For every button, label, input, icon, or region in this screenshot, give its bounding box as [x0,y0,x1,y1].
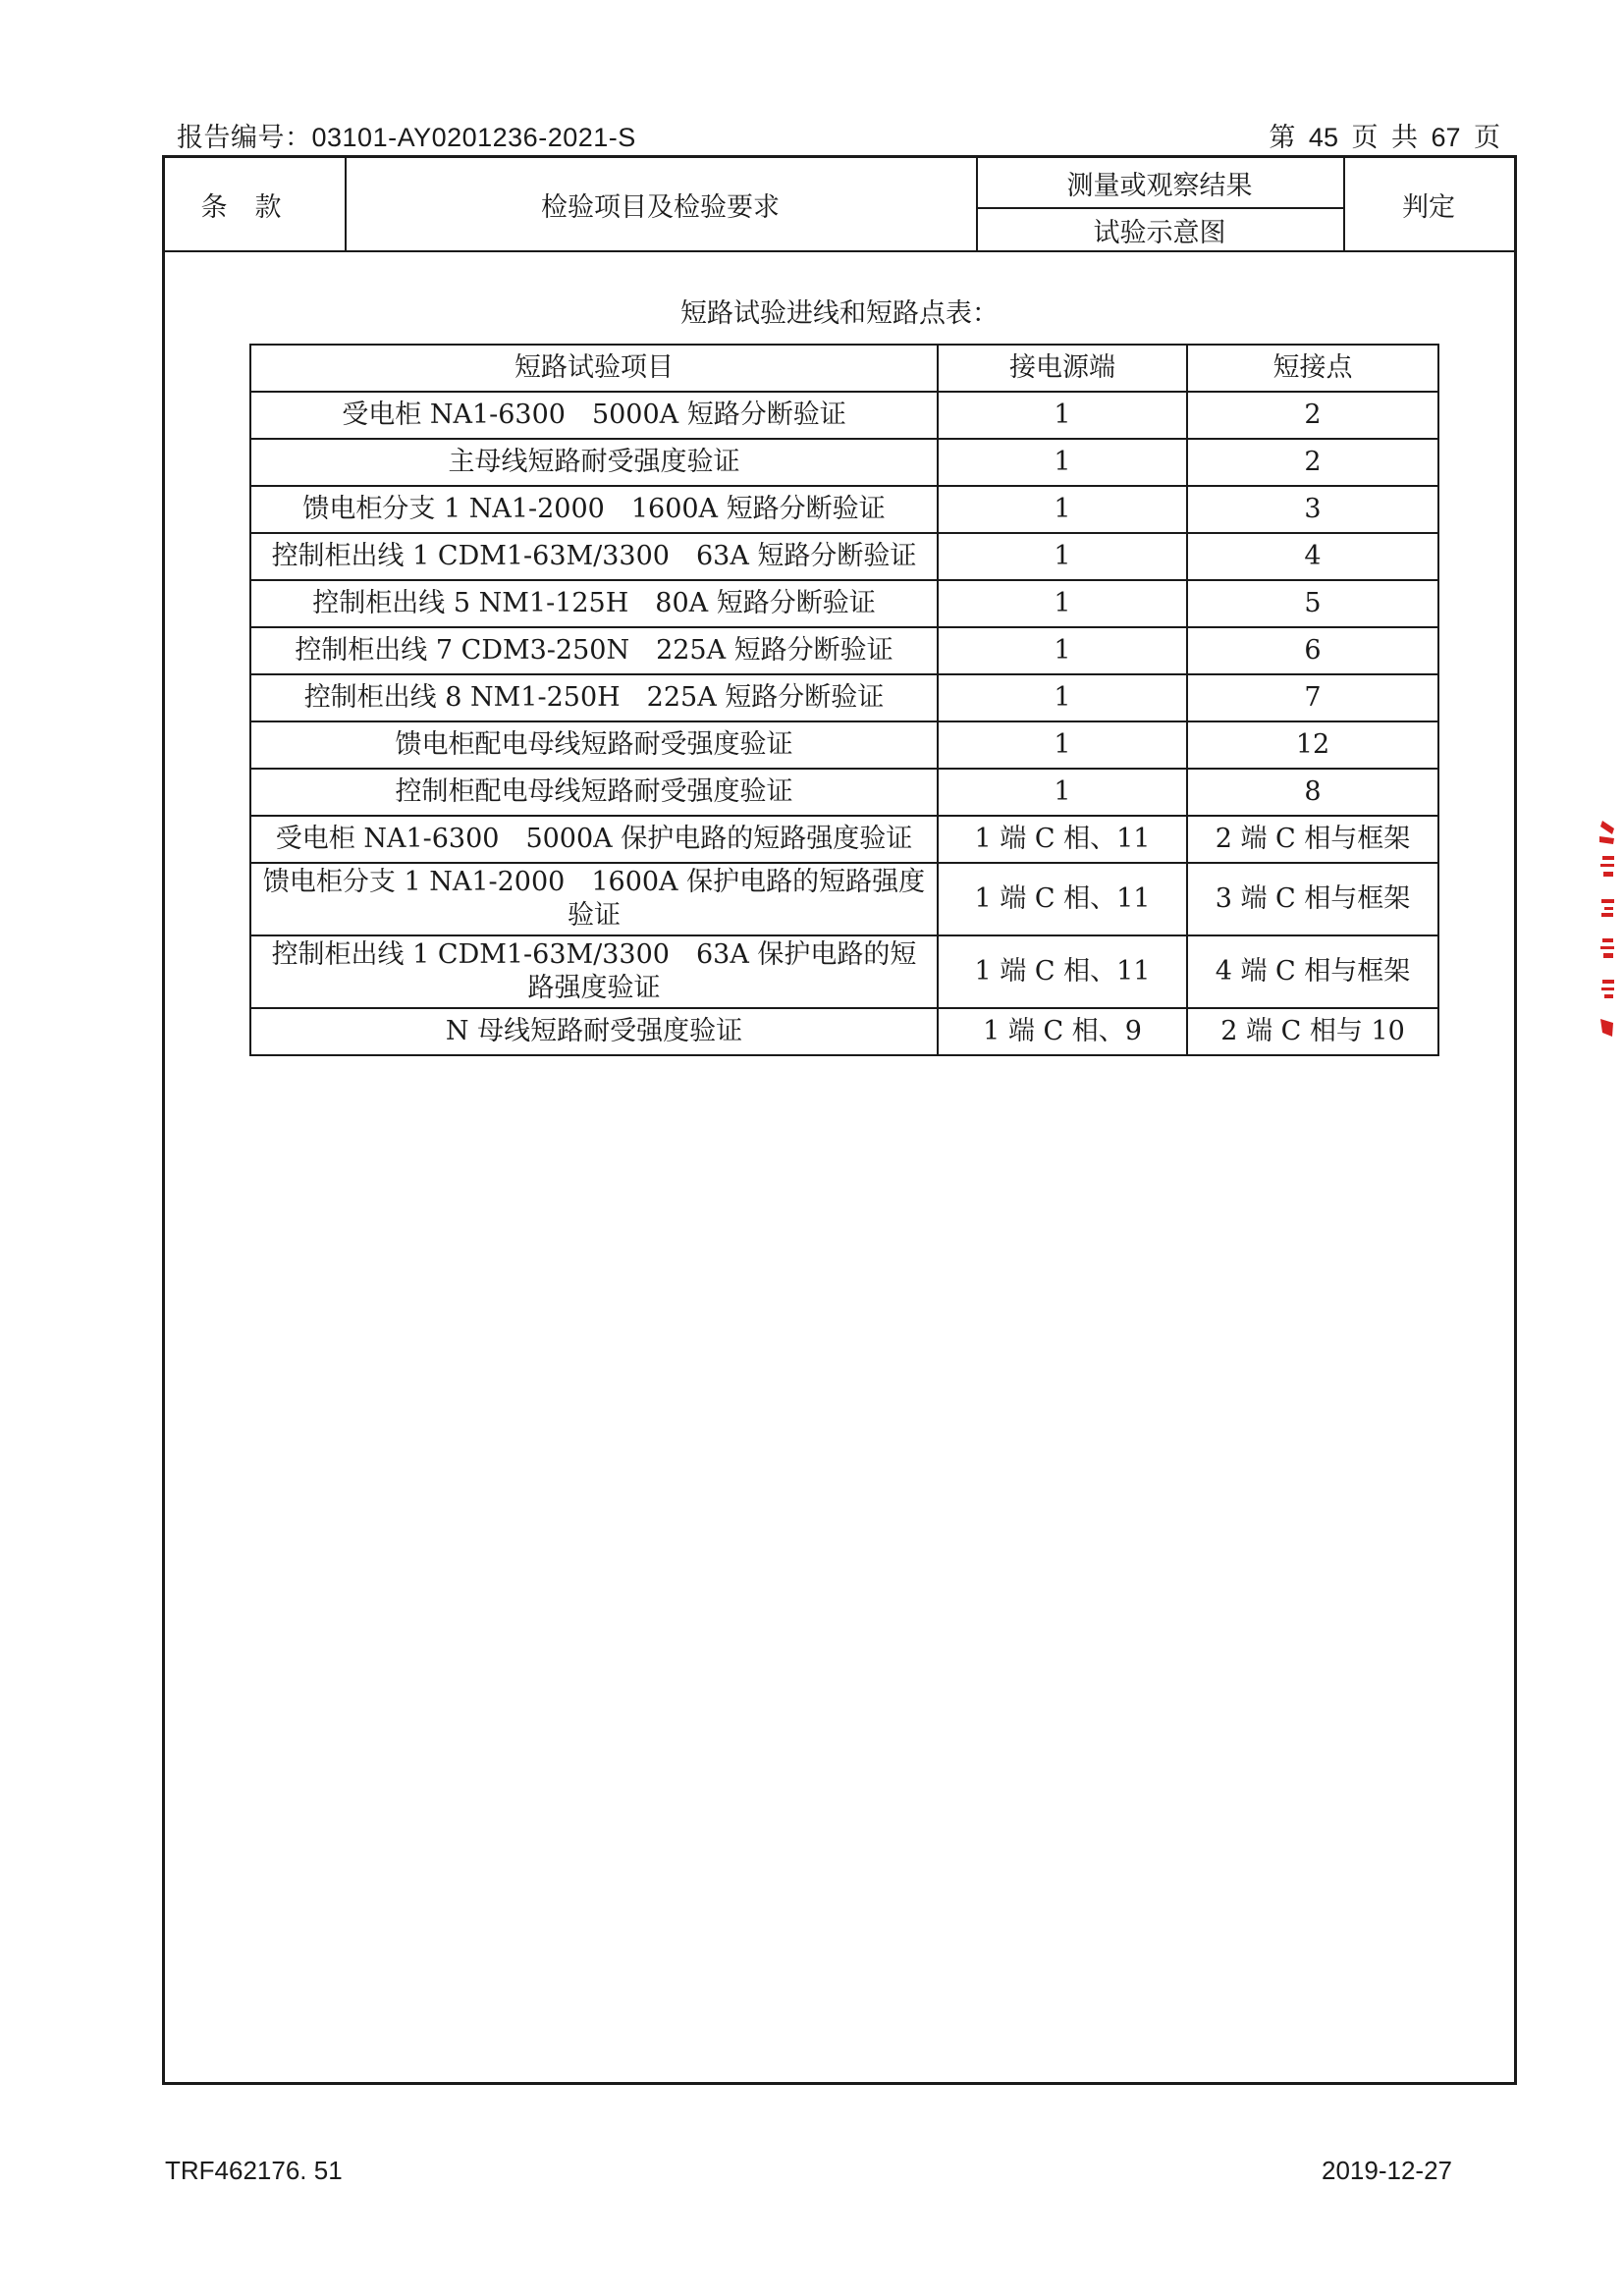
test-item-cell: 控制柜出线 7 CDM3-250N 225A 短路分断验证 [250,627,938,674]
test-item-cell: 控制柜出线 5 NM1-125H 80A 短路分断验证 [250,580,938,627]
judge-column-header: 判定 [1402,191,1455,223]
test-item-cell: 馈电柜分支 1 NA1-2000 1600A 保护电路的短路强度验证 [250,863,938,935]
test-item-cell: 馈电柜配电母线短路耐受强度验证 [250,721,938,769]
table-row [250,816,1438,863]
test-item-cell: 受电柜 NA1-6300 5000A 短路分断验证 [250,392,938,439]
short-point-cell: 4 [1187,533,1438,580]
power-terminal-cell: 1 [938,533,1187,580]
short-point-cell: 6 [1187,627,1438,674]
table-row [250,769,1438,816]
clause-column-header: 条款 [165,158,347,250]
table-row [250,674,1438,721]
table-row [250,580,1438,627]
test-item-cell: 控制柜出线 1 CDM1-63M/3300 63A 保护电路的短路强度验证 [250,935,938,1008]
test-item-cell: 控制柜出线 8 NM1-250H 225A 短路分断验证 [250,674,938,721]
test-item-cell: N 母线短路耐受强度验证 [250,1008,938,1055]
test-item-cell: 主母线短路耐受强度验证 [250,439,938,486]
table-row [250,627,1438,674]
power-terminal-cell: 1 [938,721,1187,769]
short-point-cell: 5 [1187,580,1438,627]
power-terminal-cell: 1 端 C 相、11 [938,863,1187,935]
power-terminal-cell: 1 [938,486,1187,533]
power-terminal-cell: 1 [938,392,1187,439]
power-terminal-cell: 1 端 C 相、11 [938,935,1187,1008]
seal-stamp-marks [1599,821,1614,1037]
power-terminal-cell: 1 [938,580,1187,627]
table-row [250,533,1438,580]
item-column-header: 检验项目及检验要求 [345,158,978,250]
short-point-cell: 2 [1187,392,1438,439]
table-title: 短路试验进线和短路点表： [680,298,999,329]
test-item-cell: 受电柜 NA1-6300 5000A 保护电路的短路强度验证 [250,816,938,863]
test-item-cell: 控制柜出线 1 CDM1-63M/3300 63A 短路分断验证 [250,533,938,580]
report-number: 报告编号：03101-AY0201236-2021-S [177,123,636,152]
table-header-cell: 接电源端 [938,345,1187,392]
power-terminal-cell: 1 [938,674,1187,721]
power-terminal-cell: 1 [938,439,1187,486]
short-point-cell: 3 端 C 相与框架 [1187,863,1438,935]
form-number: TRF462176. 51 [165,2156,343,2185]
table-row [250,439,1438,486]
table-row [250,721,1438,769]
table-row [250,1008,1438,1055]
table-header-cell: 短接点 [1187,345,1438,392]
short-point-cell: 2 端 C 相与 10 [1187,1008,1438,1055]
short-point-cell: 4 端 C 相与框架 [1187,935,1438,1008]
short-point-cell: 2 [1187,439,1438,486]
form-date: 2019-12-27 [1322,2156,1452,2185]
seal-stamp-edge [1597,815,1616,1041]
column-header-row [165,158,1514,252]
report-frame [162,155,1517,2085]
power-terminal-cell: 1 [938,769,1187,816]
table-row [250,935,1438,1008]
power-terminal-cell: 1 [938,627,1187,674]
short-circuit-table [249,344,1439,1056]
table-row [250,392,1438,439]
table-header-row [250,345,1438,392]
table-row [250,486,1438,533]
short-point-cell: 7 [1187,674,1438,721]
test-item-cell: 馈电柜分支 1 NA1-2000 1600A 短路分断验证 [250,486,938,533]
power-terminal-cell: 1 端 C 相、11 [938,816,1187,863]
test-item-cell: 控制柜配电母线短路耐受强度验证 [250,769,938,816]
short-point-cell: 2 端 C 相与框架 [1187,816,1438,863]
short-point-cell: 8 [1187,769,1438,816]
result-column-header [976,158,1345,250]
short-point-cell: 3 [1187,486,1438,533]
result-column-header-bottom: 试验示意图 [1093,217,1226,248]
short-point-cell: 12 [1187,721,1438,769]
result-column-header-top: 测量或观察结果 [976,158,1343,209]
table-header-cell: 短路试验项目 [250,345,938,392]
table-row [250,863,1438,935]
page-indicator: 第 45 页 共 67 页 [1269,123,1500,152]
power-terminal-cell: 1 端 C 相、9 [938,1008,1187,1055]
